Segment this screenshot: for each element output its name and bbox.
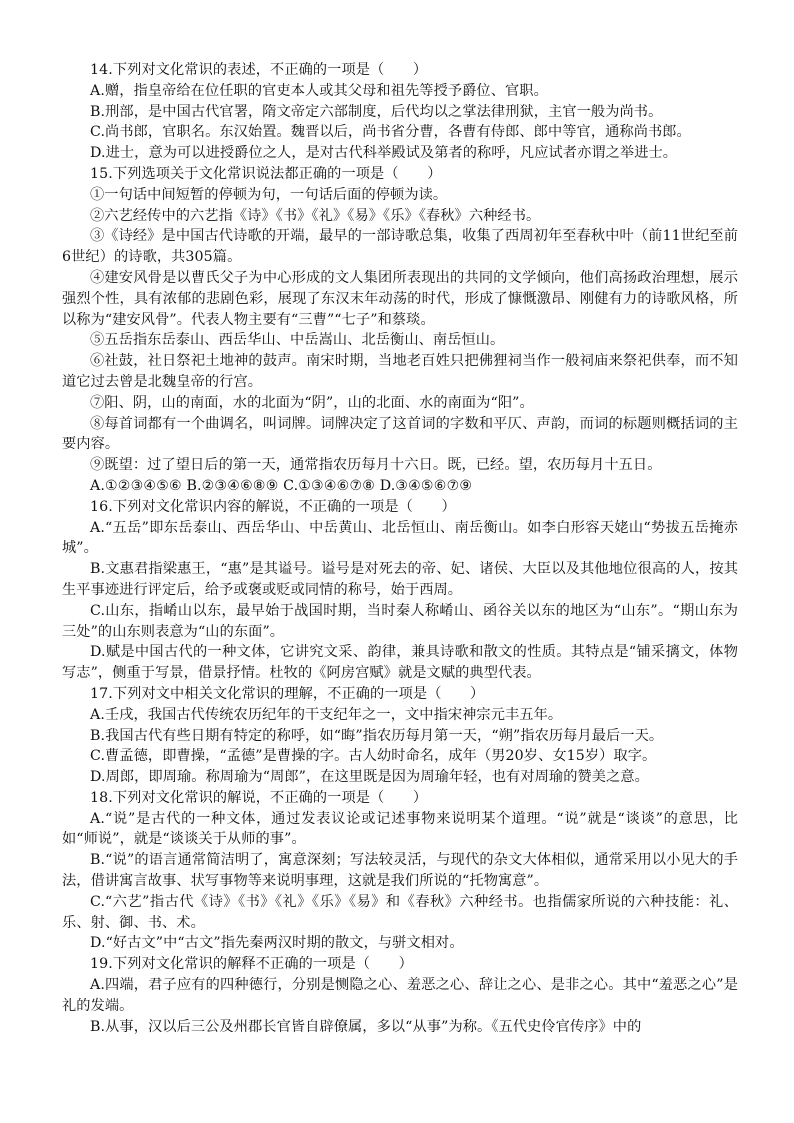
- question-14-stem: 14.下列对文化常识的表述，不正确的一项是（ ）: [90, 62, 428, 78]
- question-18-option-c: C.“六艺”指古代《诗》《书》《礼》《乐》《易》和《春秋》六种经书。也指儒家所说的六种技能：礼、乐、射、御、书、术。: [62, 893, 738, 931]
- question-19-option-b: B.从事，汉以后三公及州郡长官皆自辟僚属，多以“从事”为称。《五代史伶官传序》中的: [90, 1018, 642, 1035]
- document-body: [62, 60, 738, 1037]
- question-15-options: A.①②③④⑤⑥ B.②③④⑥⑧⑨ C.①③④⑥⑦⑧ D.③④⑤⑥⑦⑨: [90, 477, 473, 494]
- question-15-item-5: ⑤五岳指东岳泰山、西岳华山、中岳嵩山、北岳衡山、南岳恒山。: [90, 332, 505, 349]
- question-18-option-d: D.“好古文”中“古文”指先秦两汉时期的散文，与骈文相对。: [90, 935, 464, 952]
- question-14-option-b: B.刑部，是中国古代官署，隋文帝定六部制度，后代均以之掌法律刑狱，主官一般为尚书。: [90, 103, 663, 120]
- question-15-item-8: ⑧每首词都有一个曲调名，叫词牌。词牌决定了这首词的字数和平仄、声韵，而词的标题则概括词的主要内容。: [62, 415, 738, 453]
- question-15-item-4: ④建安风骨是以曹氏父子为中心形成的文人集团所表现出的共同的文学倾向，他们高扬政治理想，展示强烈个性，具有浓郁的悲剧色彩，展现了东汉末年动荡的时代，形成了慷慨激昂、刚健有力的诗歌风格，所以称为“建安风骨”。代表人物主要有“三曹”“七子”和蔡琰。: [62, 269, 738, 328]
- question-15-item-3: ③《诗经》是中国古代诗歌的开端，最早的一部诗歌总集，收集了西周初年至春秋中叶（前11世纪至前6世纪）的诗歌，共305篇。: [62, 228, 738, 266]
- question-14-option-c: C.尚书郎，官职名。东汉始置。魏晋以后，尚书省分曹，各曹有侍郎、郎中等官，通称尚书郎。: [90, 124, 691, 141]
- question-18-option-b: B.“说”的语言通常简洁明了，寓意深刻；写法较灵活，与现代的杂文大体相似，通常采用以小见大的手法，借讲寓言故事、状写事物等来说明事理，这就是我们所说的“托物寓意”。: [62, 852, 738, 890]
- question-15-item-1: ①一句话中间短暂的停顿为句，一句话后面的停顿为读。: [90, 186, 448, 203]
- question-15-item-7: ⑦阳、阴，山的南面，水的北面为“阴”，山的北面、水的南面为“阳”。: [90, 394, 534, 411]
- question-14-option-d: D.进士，意为可以进授爵位之人，是对古代科举殿试及第者的称呼，凡应试者亦谓之举进士。: [90, 145, 678, 162]
- question-16-option-c: C.山东，指崤山以东，最早始于战国时期，当时秦人称崤山、函谷关以东的地区为“山东”。“期山东为三处”的山东则表意为“山的东面”。: [62, 602, 738, 640]
- question-19-stem: 19.下列对文化常识的解释不正确的一项是（ ）: [90, 956, 413, 973]
- question-16-option-b: B.文惠君指梁惠王，“惠”是其谥号。谥号是对死去的帝、妃、诸侯、大臣以及其他地位很高的人，按其生平事迹进行评定后，给予或褒或贬或同情的称号，始于西周。: [62, 561, 738, 598]
- question-17-stem: 17.下列对文中相关文化常识的理解，不正确的一项是（ ）: [90, 685, 485, 702]
- question-16-option-a: A.“五岳”即东岳泰山、西岳华山、中岳黄山、北岳恒山、南岳衡山。如李白形容天姥山“势拔五岳掩赤城”。: [62, 519, 738, 557]
- question-16-stem: 16.下列对文化常识内容的解说，不正确的一项是（ ）: [90, 498, 456, 515]
- question-17-option-a: A.壬戌，我国古代传统农历纪年的干支纪年之一，文中指宋神宗元丰五年。: [90, 706, 563, 723]
- question-15-stem: 15.下列选项关于文化常识说法都正确的一项是（ ）: [90, 165, 442, 182]
- question-18-option-a: A.“说”是古代的一种文体，通过发表议论或记述事物来说明某个道理。“说”就是“谈谈”的意思，比如“师说”，就是“谈谈关于从师的事”。: [62, 810, 738, 848]
- question-17-option-c: C.曹孟德，即曹操，“孟德”是曹操的字。古人幼时命名，成年（男20岁、女15岁）取字。: [90, 748, 657, 765]
- question-17-option-b: B.我国古代有些日期有特定的称呼，如“晦”指农历每月第一天，“朔”指农历每月最后一天。: [90, 727, 664, 744]
- question-15-item-2: ②六艺经传中的六艺指《诗》《书》《礼》《易》《乐》《春秋》六种经书。: [90, 207, 541, 224]
- question-19-option-a: A.四端，君子应有的四种德行，分别是恻隐之心、羞恶之心、辞让之心、是非之心。其中“羞恶之心”是礼的发端。: [62, 977, 738, 1014]
- question-16-option-d: D.赋是中国古代的一种文体，它讲究文采、韵律，兼具诗歌和散文的性质。其特点是“铺采摛文，体物写志”，侧重于写景，借景抒情。杜牧的《阿房宫赋》就是文赋的典型代表。: [62, 644, 738, 682]
- question-14-option-a: A.赠，指皇帝给在位任职的官吏本人或其父母和祖先等授予爵位、官职。: [90, 82, 548, 99]
- question-18-stem: 18.下列对文化常识的解说，不正确的一项是（ ）: [90, 789, 428, 806]
- question-15-item-6: ⑥社鼓，社日祭祀土地神的鼓声。南宋时期，当地老百姓只把佛狸祠当作一般祠庙来祭祀供奉，而不知道它过去曾是北魏皇帝的行宫。: [62, 353, 738, 390]
- question-15-item-9: ⑨既望：过了望日后的第一天，通常指农历每月十六日。既，已经。望，农历每月十五日。: [90, 457, 662, 474]
- question-17-option-d: D.周郎，即周瑜。称周瑜为“周郎”，在这里既是因为周瑜年轻，也有对周瑜的赞美之意。: [90, 769, 649, 786]
